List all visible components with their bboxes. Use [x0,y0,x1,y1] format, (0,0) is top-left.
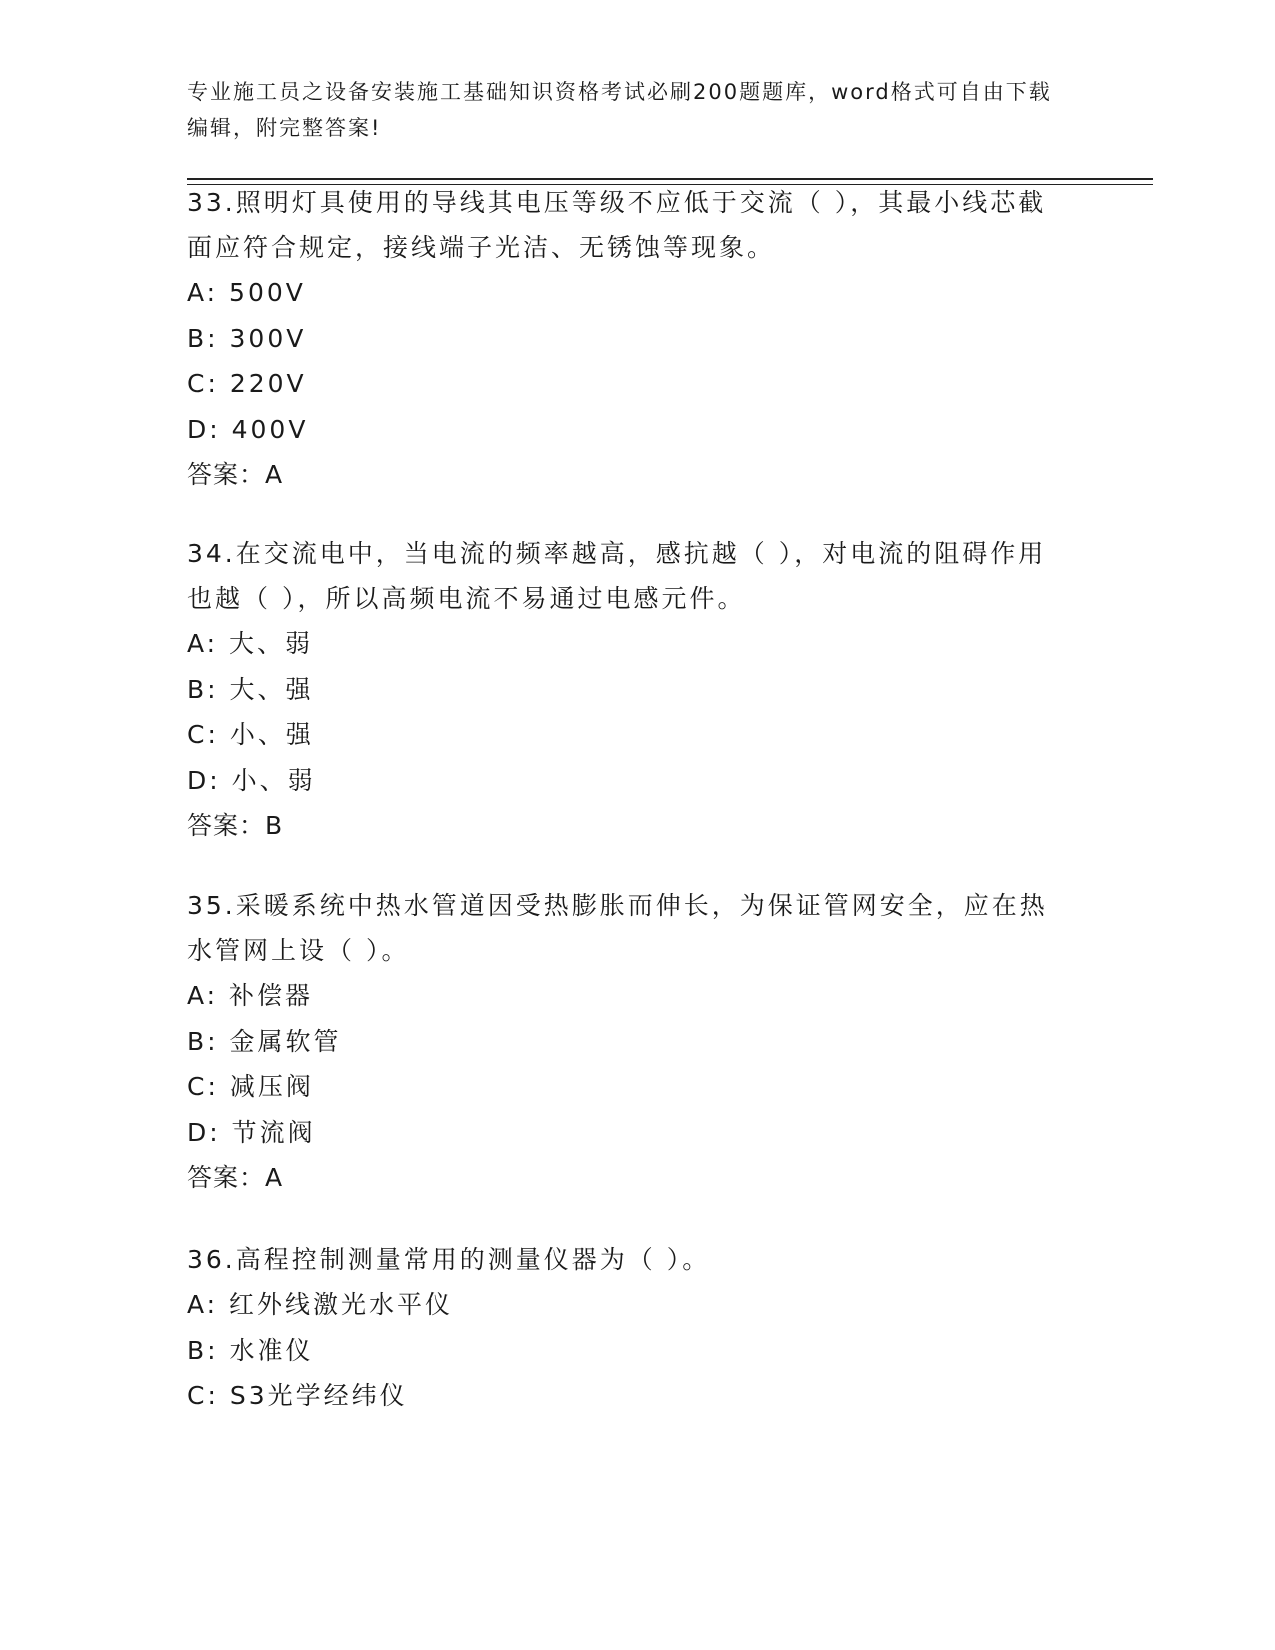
answer-label: 答案：A [187,460,284,489]
option-a: A: 红外线激光水平仪 [187,1290,454,1319]
option-d: D: 节流阀 [187,1117,316,1147]
option-d: D: 小、弱 [187,765,316,795]
question-33 [187,180,1067,497]
option-b: B: 水准仪 [187,1335,314,1365]
question-34 [187,531,1067,848]
option-a: A: 500V [187,278,306,307]
option-d: D: 400V [187,414,309,444]
option-b: B: 金属软管 [187,1026,342,1056]
option-c: C: 220V [187,369,307,398]
option-c: C: 小、强 [187,720,314,749]
option-b: B: 大、强 [187,674,314,704]
question-text: 33.照明灯具使用的导线其电压等级不应低于交流（ ），其最小线芯截面应符合规定，接线端子光洁、无锈蚀等现象。 [187,188,1047,262]
question-text: 35.采暖系统中热水管道因受热膨胀而伸长，为保证管网安全，应在热水管网上设（ ）。 [187,891,1048,965]
answer-label: 答案：B [187,811,284,840]
option-b: B: 300V [187,323,307,353]
question-text: 36.高程控制测量常用的测量仪器为（ ）。 [187,1245,711,1274]
answer-label: 答案：A [187,1163,284,1192]
option-a: A: 大、弱 [187,629,314,658]
question-36 [187,1237,1067,1419]
question-35 [187,883,1067,1200]
document-header: 专业施工员之设备安装施工基础知识资格考试必刷200题题库，word格式可自由下载编辑，附完整答案! [187,80,1052,140]
option-c: C: 减压阀 [187,1072,314,1101]
option-a: A: 补偿器 [187,981,314,1010]
question-text: 34.在交流电中，当电流的频率越高，感抗越（ ），对电流的阻碍作用也越（ ），所以高频电流不易通过电感元件。 [187,539,1047,613]
option-c: C: S3光学经纬仪 [187,1381,408,1410]
